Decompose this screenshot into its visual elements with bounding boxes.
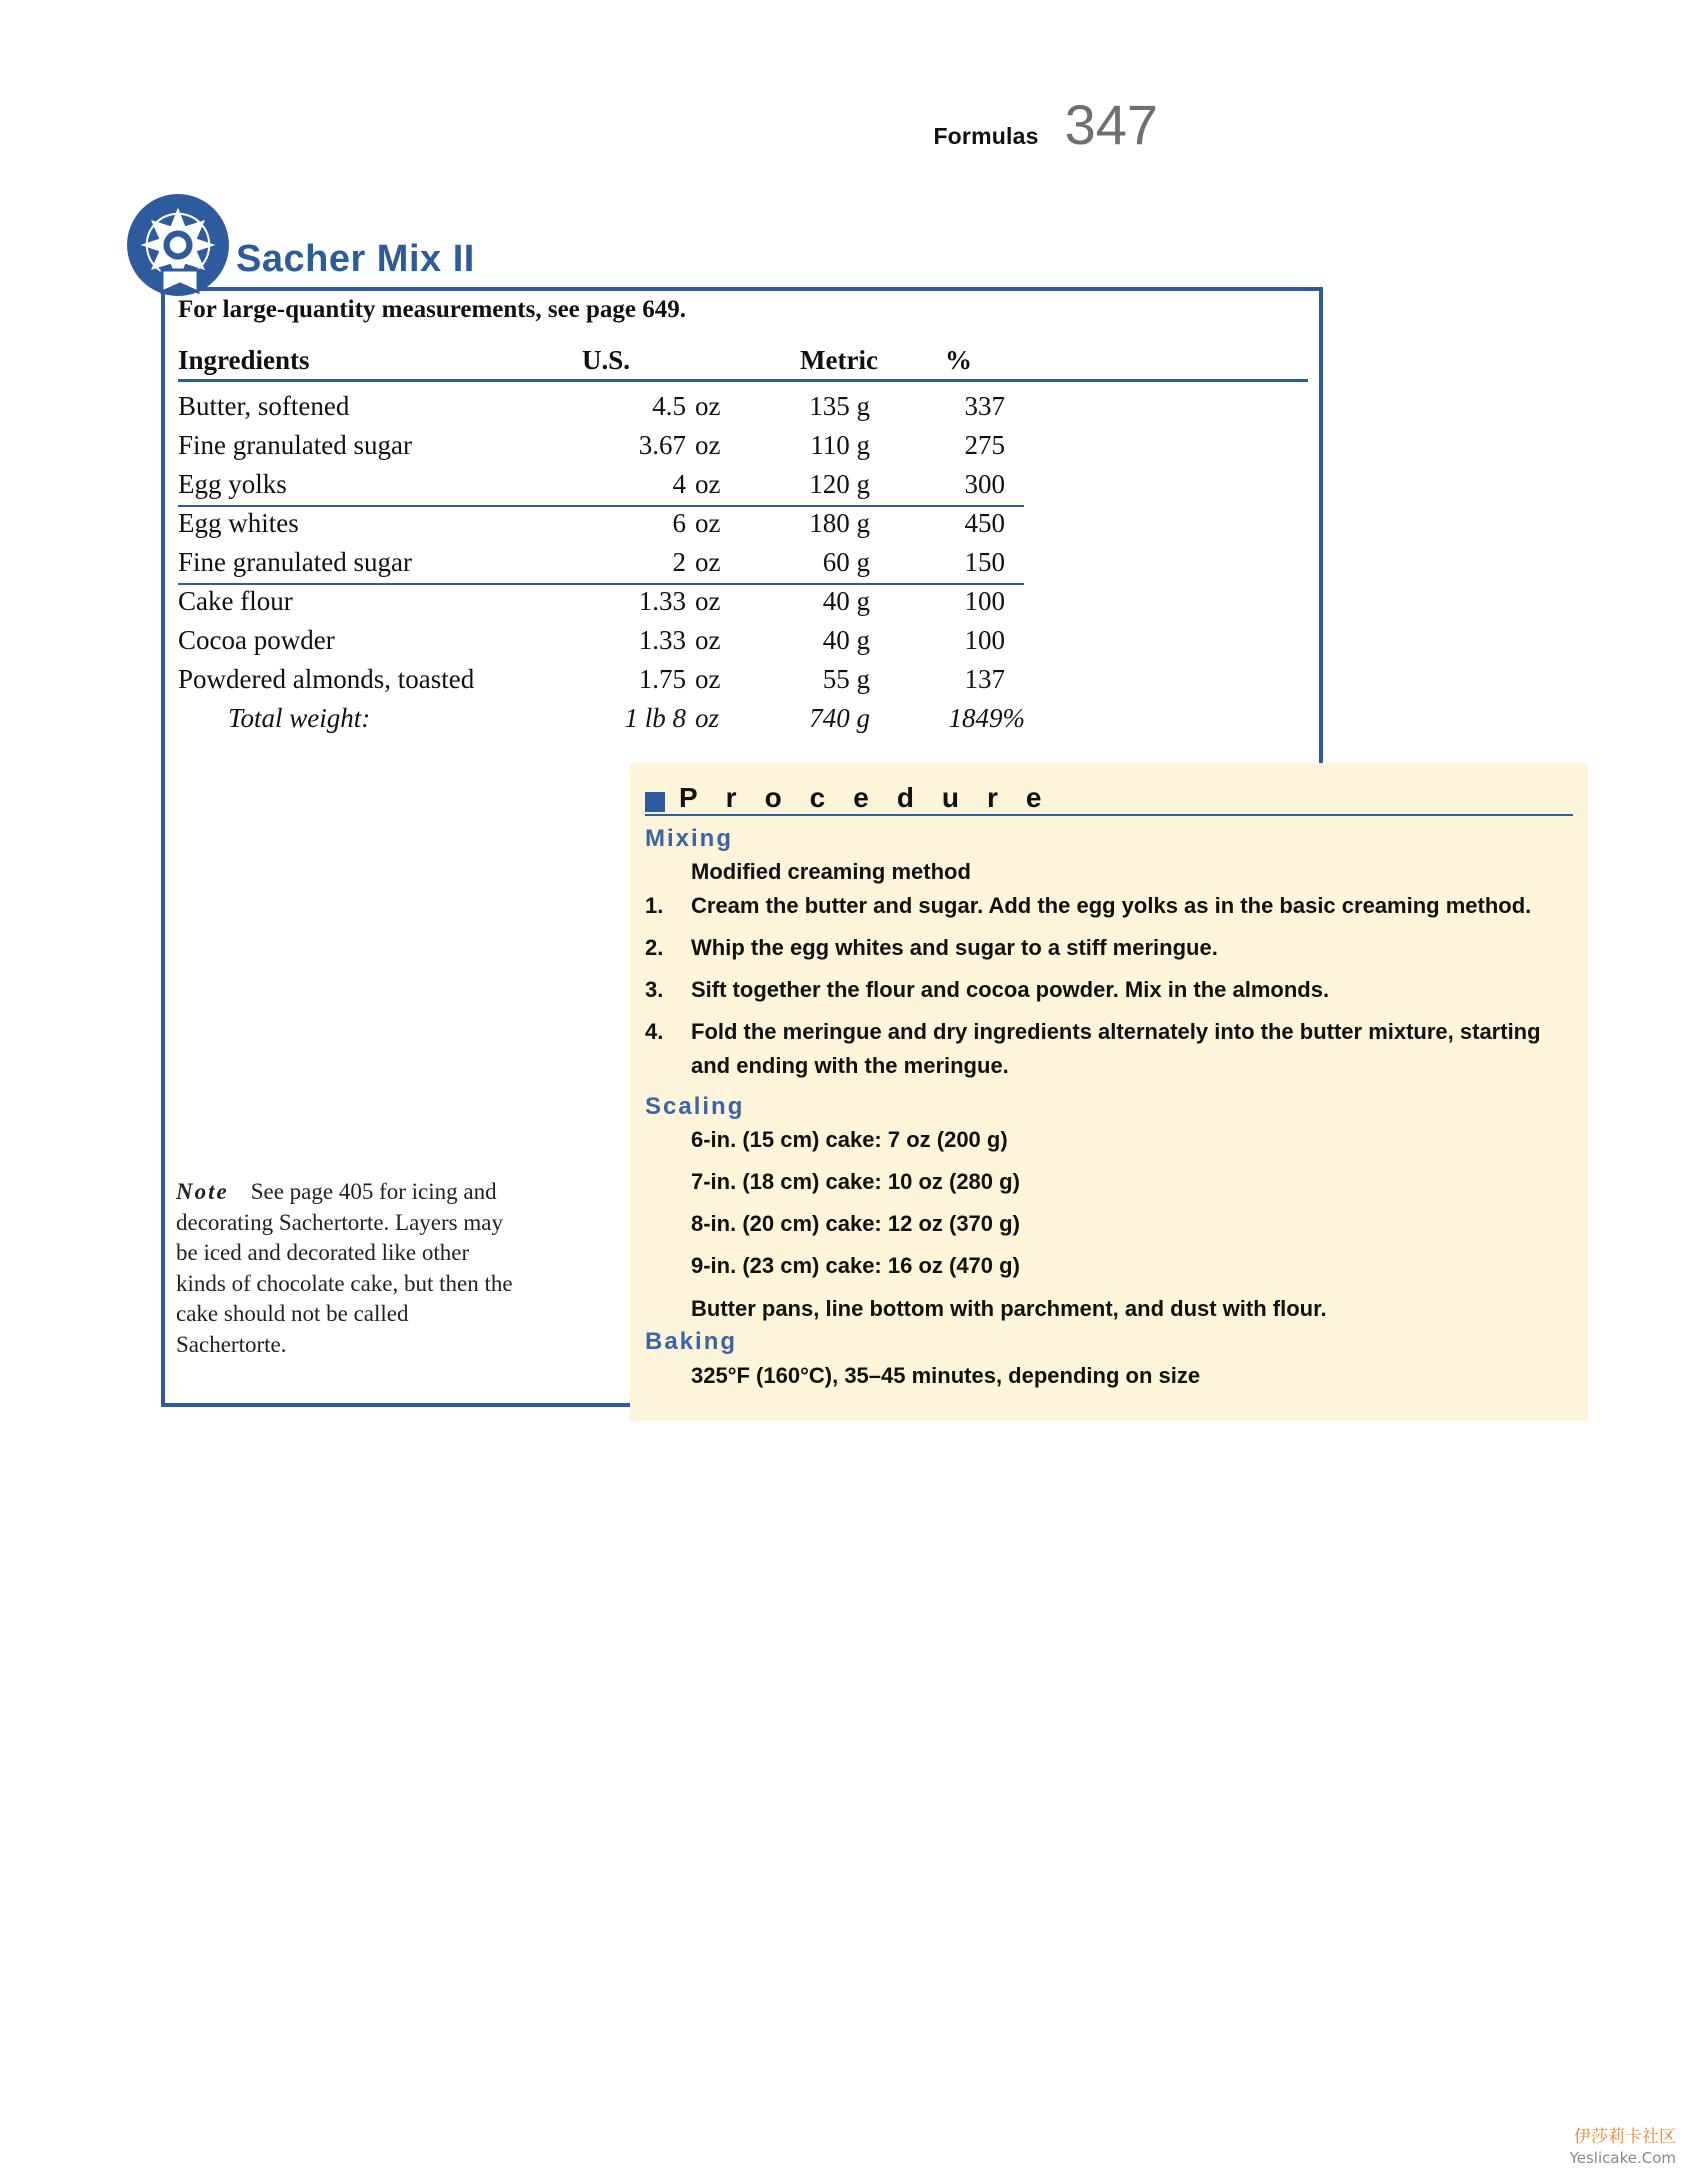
procedure-panel xyxy=(630,763,1588,1421)
procedure-header xyxy=(645,782,1573,816)
step-text: Whip the egg whites and sugar to a stiff meringue. xyxy=(691,935,1218,960)
us-quantity: 2 xyxy=(672,547,686,577)
total-weight-label: Total weight: xyxy=(228,703,371,733)
header-rule xyxy=(178,379,1308,382)
step-text: Sift together the flour and cocoa powder. Mix in the almonds. xyxy=(691,977,1330,1002)
step-text: Cream the butter and sugar. Add the egg yolks as in the basic creaming method. xyxy=(691,893,1532,918)
step-number: 3. xyxy=(645,977,664,1002)
ingredient-name: Fine granulated sugar xyxy=(178,547,412,577)
seal-ribbon-icon xyxy=(160,268,200,298)
us-quantity: 1.75 xyxy=(638,664,686,694)
percentage: 100 xyxy=(964,625,1005,655)
scaling-line: 6-in. (15 cm) cake: 7 oz (200 g) xyxy=(691,1127,1008,1152)
ingredient-name: Egg whites xyxy=(178,508,299,538)
recipe-note xyxy=(176,1177,516,1360)
us-unit: oz xyxy=(695,430,721,460)
watermark-site: Yeslicake.Com xyxy=(1569,2149,1676,2167)
group-rule xyxy=(178,505,1024,507)
scaling-pan-prep: Butter pans, line bottom with parchment, and dust with flour. xyxy=(691,1296,1327,1321)
running-head xyxy=(933,92,1158,157)
step-number: 1. xyxy=(645,893,664,918)
metric-quantity: 120 g xyxy=(809,469,870,499)
recipe-title: Sacher Mix II xyxy=(236,238,475,280)
ingredient-name: Cake flour xyxy=(178,586,293,616)
percentage: 450 xyxy=(964,508,1005,538)
running-head-label: Formulas xyxy=(933,123,1039,149)
scaling-line: 8-in. (20 cm) cake: 12 oz (370 g) xyxy=(691,1211,1020,1236)
us-quantity: 1.33 xyxy=(638,625,686,655)
ingredient-name: Butter, softened xyxy=(178,391,350,421)
group-rule xyxy=(178,583,1024,585)
total-us-quantity: 1 lb 8 xyxy=(624,703,686,733)
page-number: 347 xyxy=(1064,93,1158,156)
us-unit: oz xyxy=(695,664,721,694)
column-header-ingredients: Ingredients xyxy=(178,345,310,375)
metric-quantity: 135 g xyxy=(809,391,870,421)
us-quantity: 6 xyxy=(672,508,686,538)
total-metric-quantity: 740 g xyxy=(809,703,870,733)
note-label: Note xyxy=(176,1179,229,1204)
metric-quantity: 55 g xyxy=(822,664,870,694)
scaling-line: 9-in. (23 cm) cake: 16 oz (470 g) xyxy=(691,1253,1020,1278)
us-quantity: 3.67 xyxy=(638,430,686,460)
metric-quantity: 110 g xyxy=(810,430,870,460)
note-text: See page 405 for icing and decorating Sachertorte. Layers may be iced and decorated like other kinds of chocolate cake, but then the cake should not be called Sachertorte. xyxy=(176,1179,513,1357)
scaling-line: 7-in. (18 cm) cake: 10 oz (280 g) xyxy=(691,1169,1020,1194)
metric-quantity: 180 g xyxy=(809,508,870,538)
us-quantity: 4.5 xyxy=(652,391,686,421)
metric-quantity: 60 g xyxy=(822,547,870,577)
procedure-square-icon xyxy=(645,792,665,812)
baking-heading: Baking xyxy=(645,1328,738,1355)
column-header-metric: Metric xyxy=(800,345,878,375)
mixing-method: Modified creaming method xyxy=(691,859,971,884)
percentage: 337 xyxy=(964,391,1005,421)
us-unit: oz xyxy=(695,586,721,616)
baking-text: 325°F (160°C), 35–45 minutes, depending on size xyxy=(691,1363,1201,1388)
ingredient-name: Cocoa powder xyxy=(178,625,335,655)
column-header-percent: % xyxy=(945,345,972,375)
procedure-title: Procedure xyxy=(679,782,1070,813)
us-unit: oz xyxy=(695,391,721,421)
ingredient-name: Egg yolks xyxy=(178,469,287,499)
quantity-note: For large-quantity measurements, see page 649. xyxy=(178,296,687,323)
us-quantity: 1.33 xyxy=(638,586,686,616)
percentage: 300 xyxy=(964,469,1005,499)
mixing-heading: Mixing xyxy=(645,825,733,852)
column-header-us: U.S. xyxy=(582,345,631,375)
percentage: 100 xyxy=(964,586,1005,616)
us-unit: oz xyxy=(695,469,721,499)
scaling-heading: Scaling xyxy=(645,1093,745,1120)
step-text: Fold the meringue and dry ingredients alternately into the butter mixture, starting and ending with the meringue. xyxy=(691,1019,1541,1078)
us-unit: oz xyxy=(695,508,721,538)
us-unit: oz xyxy=(695,625,721,655)
metric-quantity: 40 g xyxy=(822,586,870,616)
ingredient-name: Fine granulated sugar xyxy=(178,430,412,460)
us-quantity: 4 xyxy=(672,469,686,499)
step-number: 2. xyxy=(645,935,664,960)
us-unit: oz xyxy=(695,547,721,577)
total-percentage: 1849% xyxy=(948,703,1025,733)
step-number: 4. xyxy=(645,1019,664,1044)
metric-quantity: 40 g xyxy=(822,625,870,655)
percentage: 150 xyxy=(964,547,1005,577)
watermark-chinese: 伊莎莉卡社区 xyxy=(1574,2127,1676,2147)
percentage: 275 xyxy=(964,430,1005,460)
ingredient-name: Powdered almonds, toasted xyxy=(178,664,475,694)
total-us-unit: oz xyxy=(695,703,720,733)
percentage: 137 xyxy=(964,664,1005,694)
watermark xyxy=(1570,2122,1676,2167)
